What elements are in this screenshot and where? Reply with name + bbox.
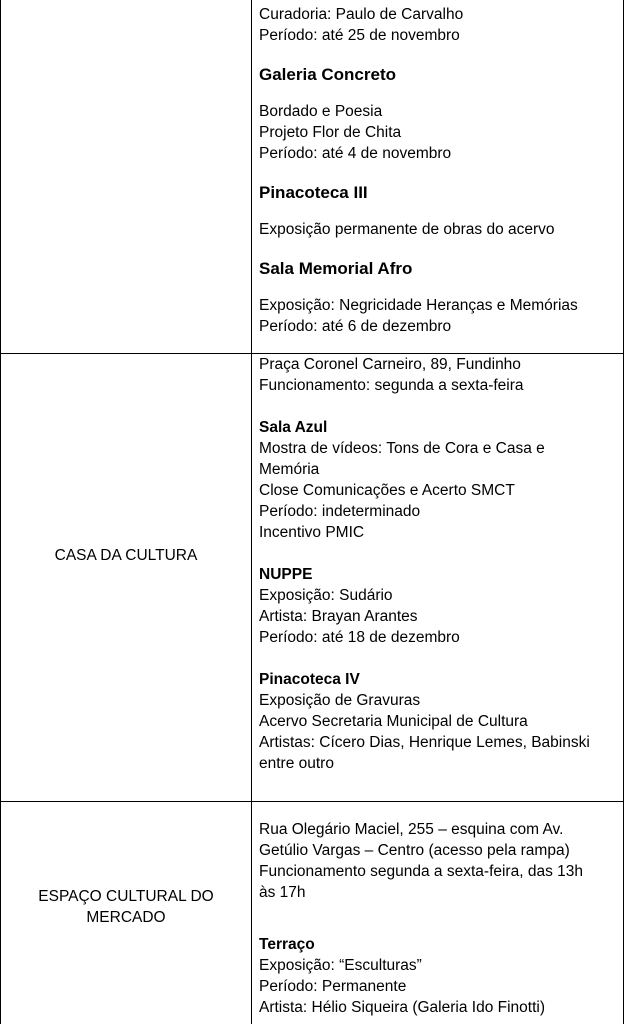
venue-label-casa-da-cultura: CASA DA CULTURA (54, 547, 198, 564)
section-line: Período: indeterminado (259, 503, 421, 520)
section-line: entre outro (259, 755, 334, 772)
table-border-right (623, 0, 624, 1024)
address-line: Getúlio Vargas – Centro (acesso pela rampa) (259, 842, 570, 859)
section-line: Acervo Secretaria Municipal de Cultura (259, 713, 528, 730)
column-divider (251, 0, 252, 1024)
section-line: Mostra de vídeos: Tons de Cora e Casa e (259, 440, 545, 457)
section-line: Artista: Brayan Arantes (259, 608, 418, 625)
row3-content (259, 819, 614, 1018)
curadoria-text: Curadoria: Paulo de Carvalho (259, 6, 464, 23)
address-line: Funcionamento segunda a sexta-feira, das 13h (259, 863, 583, 880)
section-line: Exposição: Negricidade Heranças e Memórias (259, 297, 578, 314)
section-line: Exposição de Gravuras (259, 692, 421, 709)
section-line: Memória (259, 461, 320, 478)
section-title-pinacoteca-iv: Pinacoteca IV (259, 671, 360, 688)
table-border-left (0, 0, 1, 1024)
address-text: Praça Coronel Carneiro, 89, Fundinho (259, 356, 521, 373)
section-line: Exposição: Sudário (259, 587, 393, 604)
section-line: Período: até 4 de novembro (259, 145, 452, 162)
section-line: Close Comunicações e Acerto SMCT (259, 482, 515, 499)
section-title-sala-azul: Sala Azul (259, 419, 328, 436)
section-title-pinacoteca-iii: Pinacoteca III (259, 183, 368, 202)
section-title-sala-memorial-afro: Sala Memorial Afro (259, 259, 413, 278)
venue-label-line: MERCADO (86, 909, 166, 926)
row-divider-2 (0, 801, 624, 802)
section-line: Período: Permanente (259, 978, 407, 995)
row1-content (259, 4, 614, 337)
venue-label-espaco-cultural-do-mercado (1, 886, 251, 928)
section-title-terraco: Terraço (259, 936, 315, 953)
section-line: Projeto Flor de Chita (259, 124, 402, 141)
hours-text: Funcionamento: segunda a sexta-feira (259, 377, 524, 394)
address-line: Rua Olegário Maciel, 255 – esquina com Av. (259, 821, 564, 838)
venue-label-line: ESPAÇO CULTURAL DO (38, 888, 214, 905)
row2-content (259, 354, 614, 774)
section-title-galeria-concreto: Galeria Concreto (259, 65, 396, 84)
section-line: Artistas: Cícero Dias, Henrique Lemes, Babinski (259, 734, 590, 751)
section-line: Exposição permanente de obras do acervo (259, 221, 555, 238)
section-line: Bordado e Poesia (259, 103, 383, 120)
section-line: Período: até 6 de dezembro (259, 318, 452, 335)
section-line: Exposição: “Esculturas” (259, 957, 422, 974)
section-line: Artista: Hélio Siqueira (Galeria Ido Finotti) (259, 999, 546, 1016)
address-line: às 17h (259, 884, 306, 901)
section-title-nuppe: NUPPE (259, 566, 313, 583)
section-line: Período: até 18 de dezembro (259, 629, 460, 646)
periodo-text: Período: até 25 de novembro (259, 27, 460, 44)
section-line: Incentivo PMIC (259, 524, 365, 541)
